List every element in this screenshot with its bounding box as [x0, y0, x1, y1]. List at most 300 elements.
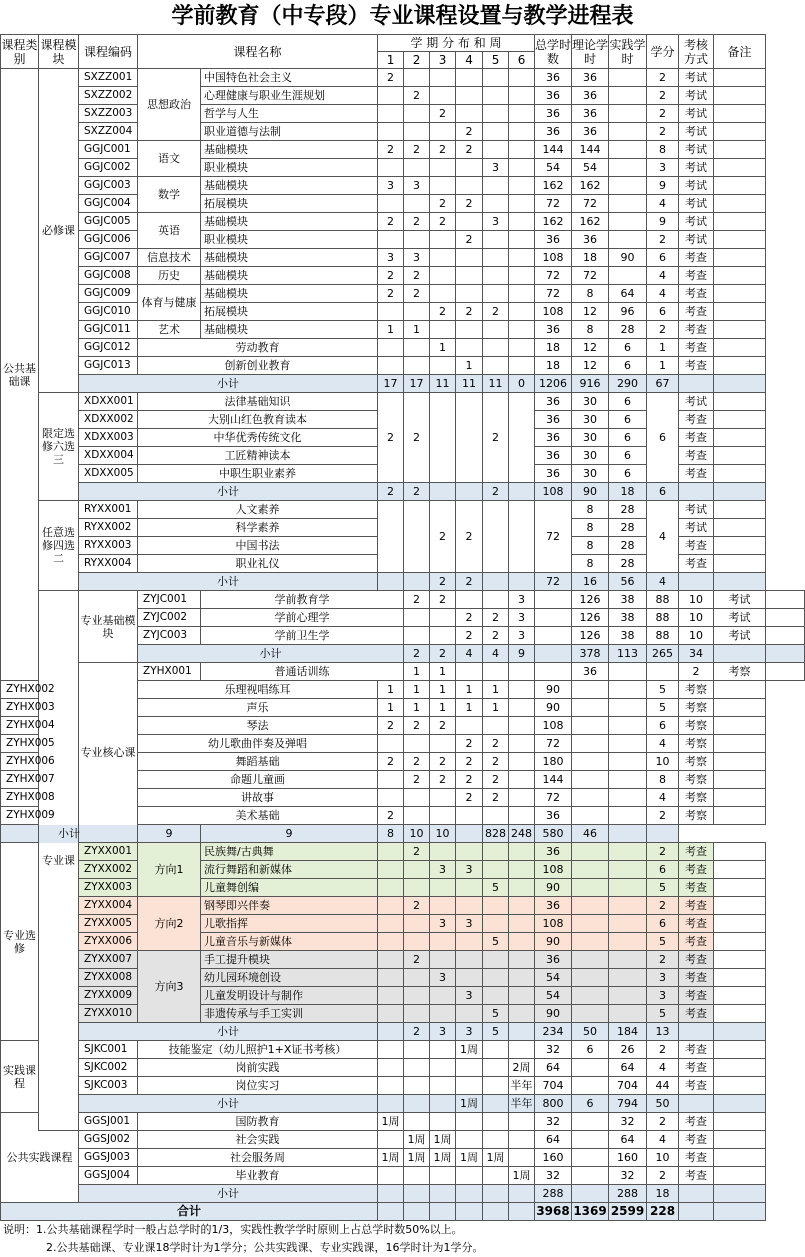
subtotal-assessment: [679, 1023, 714, 1041]
course-value: 1: [456, 699, 483, 717]
course-value: [609, 123, 647, 141]
course-code: ZYJC002: [138, 609, 201, 627]
course-value: 38: [609, 627, 647, 645]
course-name: 岗位实习: [138, 1077, 378, 1095]
subtotal-assessment: [679, 483, 714, 501]
subtotal-remark: [766, 645, 805, 663]
course-name: 民族舞/古典舞: [201, 843, 378, 861]
course-value: 3: [456, 915, 483, 933]
course-value: [509, 807, 535, 825]
total-hours-merged: 72: [535, 501, 572, 573]
course-value: 32: [535, 1041, 572, 1059]
course-value: 1周: [456, 1149, 483, 1167]
course-value: 考查: [679, 357, 714, 375]
course-value: 考查: [679, 1041, 714, 1059]
course-value: [404, 933, 430, 951]
course-value: [404, 627, 430, 645]
course-value: 108: [535, 915, 572, 933]
header-semester-3: 3: [430, 52, 456, 69]
course-value: [404, 987, 430, 1005]
course-value: 2: [647, 69, 679, 87]
course-remark: [714, 195, 766, 213]
course-value: [378, 933, 404, 951]
course-value: [483, 267, 509, 285]
subtotal-value: 8: [378, 825, 404, 843]
course-value: [572, 1059, 609, 1077]
course-value: 考查: [679, 321, 714, 339]
course-value: [609, 933, 647, 951]
course-name: 职业模块: [201, 231, 378, 249]
header-category: 课程类别: [1, 35, 39, 69]
course-value: 考察: [679, 789, 714, 807]
course-value: [378, 987, 404, 1005]
course-value: [483, 357, 509, 375]
course-value: [378, 339, 404, 357]
course-value: [483, 195, 509, 213]
course-value: [483, 717, 509, 735]
course-value: [378, 771, 404, 789]
semester-2-merged: [404, 501, 430, 573]
course-value: [430, 1059, 456, 1077]
course-value: [430, 789, 456, 807]
course-name: 手工提升模块: [201, 951, 378, 969]
course-value: [609, 681, 647, 699]
course-value: 3: [378, 249, 404, 267]
course-value: [509, 123, 535, 141]
course-value: 考查: [679, 249, 714, 267]
course-total-hours: 36: [535, 393, 572, 411]
course-value: 2: [647, 897, 679, 915]
course-value: 90: [535, 879, 572, 897]
course-value: [609, 987, 647, 1005]
course-value: 4: [647, 285, 679, 303]
course-value: 54: [572, 159, 609, 177]
course-code: ZYHX004: [1, 717, 39, 735]
subtotal-assessment: [609, 825, 647, 843]
course-remark: [714, 105, 766, 123]
course-value: 2: [430, 303, 456, 321]
course-practice-hours: 28: [609, 537, 647, 555]
course-assessment: 考查: [679, 429, 714, 447]
course-code: ZYXX006: [79, 933, 138, 951]
subtotal-value: [509, 1185, 535, 1203]
course-code: ZYXX001: [79, 843, 138, 861]
course-value: [509, 231, 535, 249]
subtotal-value: 34: [679, 645, 714, 663]
subtotal-value: 234: [535, 1023, 572, 1041]
course-value: 3: [509, 591, 535, 609]
course-value: 2: [647, 1113, 679, 1131]
subtotal-label: 小计: [138, 645, 404, 663]
course-value: 考查: [679, 1167, 714, 1185]
course-value: 2: [378, 267, 404, 285]
course-value: [509, 699, 535, 717]
course-value: 6: [572, 1041, 609, 1059]
course-name: 舞蹈基础: [138, 753, 378, 771]
course-value: [378, 357, 404, 375]
course-remark: [714, 87, 766, 105]
course-code: GGJC009: [79, 285, 138, 303]
course-value: [430, 87, 456, 105]
course-value: [609, 231, 647, 249]
table-row: [1, 501, 805, 519]
course-remark: [714, 879, 766, 897]
course-value: 32: [535, 1167, 572, 1185]
subtotal-value: 2: [404, 1023, 430, 1041]
course-value: 180: [535, 753, 572, 771]
course-value: 6: [647, 861, 679, 879]
course-theory-hours: 30: [572, 465, 609, 483]
course-code: GGSJ004: [79, 1167, 138, 1185]
course-value: 1周: [404, 1131, 430, 1149]
course-name: 社会实践: [138, 1131, 378, 1149]
subtotal-value: 16: [572, 573, 609, 591]
course-remark: [714, 897, 766, 915]
subtotal-value: 3: [430, 1023, 456, 1041]
course-name: 职业模块: [201, 159, 378, 177]
course-code: XDXX002: [79, 411, 138, 429]
course-value: 18: [572, 249, 609, 267]
course-value: [456, 807, 483, 825]
subtotal-value: 113: [609, 645, 647, 663]
course-value: 3: [483, 159, 509, 177]
course-value: 2: [404, 951, 430, 969]
course-value: 考试: [679, 159, 714, 177]
subtotal-value: 378: [572, 645, 609, 663]
course-remark: [714, 285, 766, 303]
course-value: 2: [647, 231, 679, 249]
course-value: 考试: [679, 231, 714, 249]
semester-2-merged: 2: [404, 393, 430, 483]
subtotal-label: 小计: [79, 573, 378, 591]
table-row: [1, 267, 805, 285]
course-value: [456, 663, 483, 681]
course-value: 36: [535, 105, 572, 123]
course-value: [456, 969, 483, 987]
course-value: 126: [572, 627, 609, 645]
course-remark: [714, 393, 766, 411]
course-value: [572, 897, 609, 915]
course-value: 88: [647, 591, 679, 609]
grand-total-value: 3968: [535, 1203, 572, 1221]
course-value: 3: [456, 861, 483, 879]
course-value: [535, 591, 572, 609]
course-value: 36: [535, 321, 572, 339]
course-remark: [714, 681, 766, 699]
course-value: 1周: [404, 1149, 430, 1167]
course-value: [378, 159, 404, 177]
course-value: 18: [535, 339, 572, 357]
course-value: [430, 1077, 456, 1095]
course-value: 3: [456, 987, 483, 1005]
subtotal-value: 800: [535, 1095, 572, 1113]
course-name: 工匠精神读本: [138, 447, 378, 465]
course-name: 大别山红色教育读本: [138, 411, 378, 429]
subtotal-value: [430, 483, 456, 501]
course-name: 基础模块: [201, 249, 378, 267]
course-value: 90: [609, 249, 647, 267]
course-value: [509, 879, 535, 897]
course-name: 国防教育: [138, 1113, 378, 1131]
subtotal-value: [404, 1095, 430, 1113]
course-value: 2: [483, 735, 509, 753]
semester-4-merged: 2: [456, 501, 483, 573]
subtotal-value: 1周: [456, 1095, 483, 1113]
course-value: [430, 807, 456, 825]
course-value: [572, 1131, 609, 1149]
grand-total-value: 2599: [609, 1203, 647, 1221]
course-value: 6: [609, 357, 647, 375]
header-module: 课程模块: [39, 35, 79, 69]
course-value: 1: [430, 339, 456, 357]
course-value: [456, 843, 483, 861]
course-value: 考查: [679, 1005, 714, 1023]
course-value: [430, 1113, 456, 1131]
subtotal-value: [378, 1185, 404, 1203]
course-value: 5: [483, 933, 509, 951]
subtotal-value: [378, 1023, 404, 1041]
course-value: 2: [430, 753, 456, 771]
course-value: [483, 591, 509, 609]
course-value: 考试: [679, 195, 714, 213]
direction-1: 方向1: [138, 843, 201, 897]
header-theory-hours: 理论学时: [572, 35, 609, 69]
course-practice-hours: 6: [609, 393, 647, 411]
course-value: 2: [483, 609, 509, 627]
module-optional-elective: 任意选修四选二: [39, 501, 79, 591]
course-theory-hours: 8: [572, 519, 609, 537]
subtotal-value: 11: [430, 375, 456, 393]
course-value: [509, 1149, 535, 1167]
course-value: [404, 105, 430, 123]
course-name: 职业道德与法制: [201, 123, 378, 141]
course-remark: [714, 1005, 766, 1023]
module-limited-elective: 限定选修六选三: [39, 393, 79, 501]
course-value: [609, 735, 647, 753]
course-value: 6: [647, 915, 679, 933]
course-value: 1: [430, 663, 456, 681]
course-value: 2: [483, 771, 509, 789]
course-value: 2: [483, 627, 509, 645]
grand-total-assessment: [679, 1203, 714, 1221]
course-code: RYXX002: [79, 519, 138, 537]
course-theory-hours: 30: [572, 447, 609, 465]
course-value: 2: [456, 627, 483, 645]
course-code: GGJC001: [79, 141, 138, 159]
course-value: 3: [430, 915, 456, 933]
course-remark: [714, 501, 766, 519]
semester-3-merged: [430, 393, 456, 483]
course-remark: [714, 735, 766, 753]
course-value: 考试: [679, 177, 714, 195]
course-practice-hours: 28: [609, 501, 647, 519]
course-value: 考查: [679, 879, 714, 897]
table-row: [1, 1131, 805, 1149]
course-value: 考查: [679, 1149, 714, 1167]
subtotal-value: 56: [609, 573, 647, 591]
course-code: GGJC007: [79, 249, 138, 267]
subtotal-value: 6: [572, 1095, 609, 1113]
course-value: 考试: [679, 141, 714, 159]
course-remark: [766, 663, 805, 681]
subtotal-value: 2: [378, 483, 404, 501]
course-value: 2: [404, 771, 430, 789]
course-value: 3: [509, 609, 535, 627]
course-value: [456, 87, 483, 105]
course-value: [509, 951, 535, 969]
course-value: [572, 1113, 609, 1131]
course-remark: [714, 771, 766, 789]
course-value: [430, 933, 456, 951]
course-value: 36: [572, 105, 609, 123]
course-value: [378, 1059, 404, 1077]
course-practice-hours: 6: [609, 411, 647, 429]
grand-total-value: [509, 1203, 535, 1221]
category-public-practice: 公共实践课程: [1, 1113, 79, 1203]
course-value: [609, 915, 647, 933]
course-value: 9: [647, 213, 679, 231]
course-assessment: 考试: [679, 393, 714, 411]
course-code: ZYXX008: [79, 969, 138, 987]
course-value: 1周: [378, 1113, 404, 1131]
course-remark: [714, 933, 766, 951]
course-value: 5: [483, 1005, 509, 1023]
course-value: 108: [535, 249, 572, 267]
course-name: 命题儿童画: [138, 771, 378, 789]
course-remark: [714, 267, 766, 285]
subtotal-value: [404, 1185, 430, 1203]
course-value: 考察: [679, 753, 714, 771]
subtotal-value: 72: [535, 573, 572, 591]
header-semester-5: 5: [483, 52, 509, 69]
course-value: [572, 753, 609, 771]
course-name: 声乐: [138, 699, 378, 717]
course-value: 54: [535, 987, 572, 1005]
course-value: [378, 123, 404, 141]
course-value: 90: [535, 681, 572, 699]
course-value: [483, 915, 509, 933]
course-code: GGJC012: [79, 339, 138, 357]
course-name: 儿童音乐与新媒体: [201, 933, 378, 951]
course-code: ZYXX009: [79, 987, 138, 1005]
subtotal-remark: [714, 375, 766, 393]
course-value: [378, 789, 404, 807]
direction-2: 方向2: [138, 897, 201, 951]
course-remark: [714, 1167, 766, 1185]
course-name: 学前心理学: [201, 609, 404, 627]
course-value: 考试: [679, 69, 714, 87]
course-value: [456, 1005, 483, 1023]
subtotal-remark: [714, 1095, 766, 1113]
course-value: 1: [456, 357, 483, 375]
subtotal-value: 2: [404, 483, 430, 501]
course-value: [509, 195, 535, 213]
header-semester-1: 1: [378, 52, 404, 69]
course-name: 儿童发明设计与制作: [201, 987, 378, 1005]
course-code: GGJC013: [79, 357, 138, 375]
table-row: [1, 1185, 805, 1203]
course-value: 32: [609, 1113, 647, 1131]
course-value: [456, 177, 483, 195]
course-value: [509, 789, 535, 807]
course-name: 拓展模块: [201, 303, 378, 321]
course-assessment: 考查: [679, 465, 714, 483]
course-value: 2: [647, 1167, 679, 1185]
course-value: 2: [456, 195, 483, 213]
course-value: 3: [483, 213, 509, 231]
course-value: 36: [572, 69, 609, 87]
subtotal-remark: [714, 1023, 766, 1041]
course-value: [456, 249, 483, 267]
semester-6-merged: [509, 501, 535, 573]
table-row: [1, 303, 805, 321]
course-value: [572, 987, 609, 1005]
course-value: 半年: [509, 1077, 535, 1095]
course-value: [430, 285, 456, 303]
course-value: 2: [404, 213, 430, 231]
course-value: [609, 717, 647, 735]
subtotal-value: 184: [609, 1023, 647, 1041]
course-value: [378, 735, 404, 753]
course-value: [456, 321, 483, 339]
course-value: [509, 213, 535, 231]
course-value: 8: [572, 285, 609, 303]
course-total-hours: 36: [535, 465, 572, 483]
subtotal-label: 小计: [79, 375, 378, 393]
course-code: SJKC003: [79, 1077, 138, 1095]
course-value: 160: [535, 1149, 572, 1167]
course-value: [456, 933, 483, 951]
course-value: 考查: [679, 933, 714, 951]
course-value: 144: [535, 141, 572, 159]
note-1: 说明：1.公共基础课程学时一般占总学时的1/3，实践性教学学时原则上占总学时数50%以上。: [3, 1223, 463, 1236]
subtotal-value: [509, 483, 535, 501]
course-value: [378, 1167, 404, 1185]
course-value: 36: [572, 231, 609, 249]
course-value: 2: [404, 591, 430, 609]
course-value: [483, 897, 509, 915]
course-theory-hours: 8: [572, 501, 609, 519]
course-value: [509, 969, 535, 987]
course-value: [456, 879, 483, 897]
subtotal-value: [509, 1023, 535, 1041]
course-assessment: 考查: [679, 447, 714, 465]
course-value: [378, 879, 404, 897]
course-value: 考察: [714, 663, 766, 681]
course-value: 2: [404, 285, 430, 303]
course-code: ZYHX009: [1, 807, 39, 825]
course-name: 创新创业教育: [138, 357, 378, 375]
course-value: [404, 195, 430, 213]
course-remark: [714, 1131, 766, 1149]
table-row: [1, 339, 805, 357]
course-value: [483, 969, 509, 987]
course-value: 36: [572, 663, 609, 681]
course-value: 考试: [714, 591, 766, 609]
course-value: 1: [647, 339, 679, 357]
subtotal-value: [456, 1185, 483, 1203]
course-value: 考查: [679, 1131, 714, 1149]
course-value: [404, 609, 430, 627]
grand-total-value: 1369: [572, 1203, 609, 1221]
course-value: 5: [647, 699, 679, 717]
course-value: 考试: [679, 87, 714, 105]
curriculum-table: [0, 34, 805, 1221]
course-value: 72: [535, 735, 572, 753]
course-name: 劳动教育: [138, 339, 378, 357]
course-code: ZYHX007: [1, 771, 39, 789]
course-value: 144: [535, 771, 572, 789]
